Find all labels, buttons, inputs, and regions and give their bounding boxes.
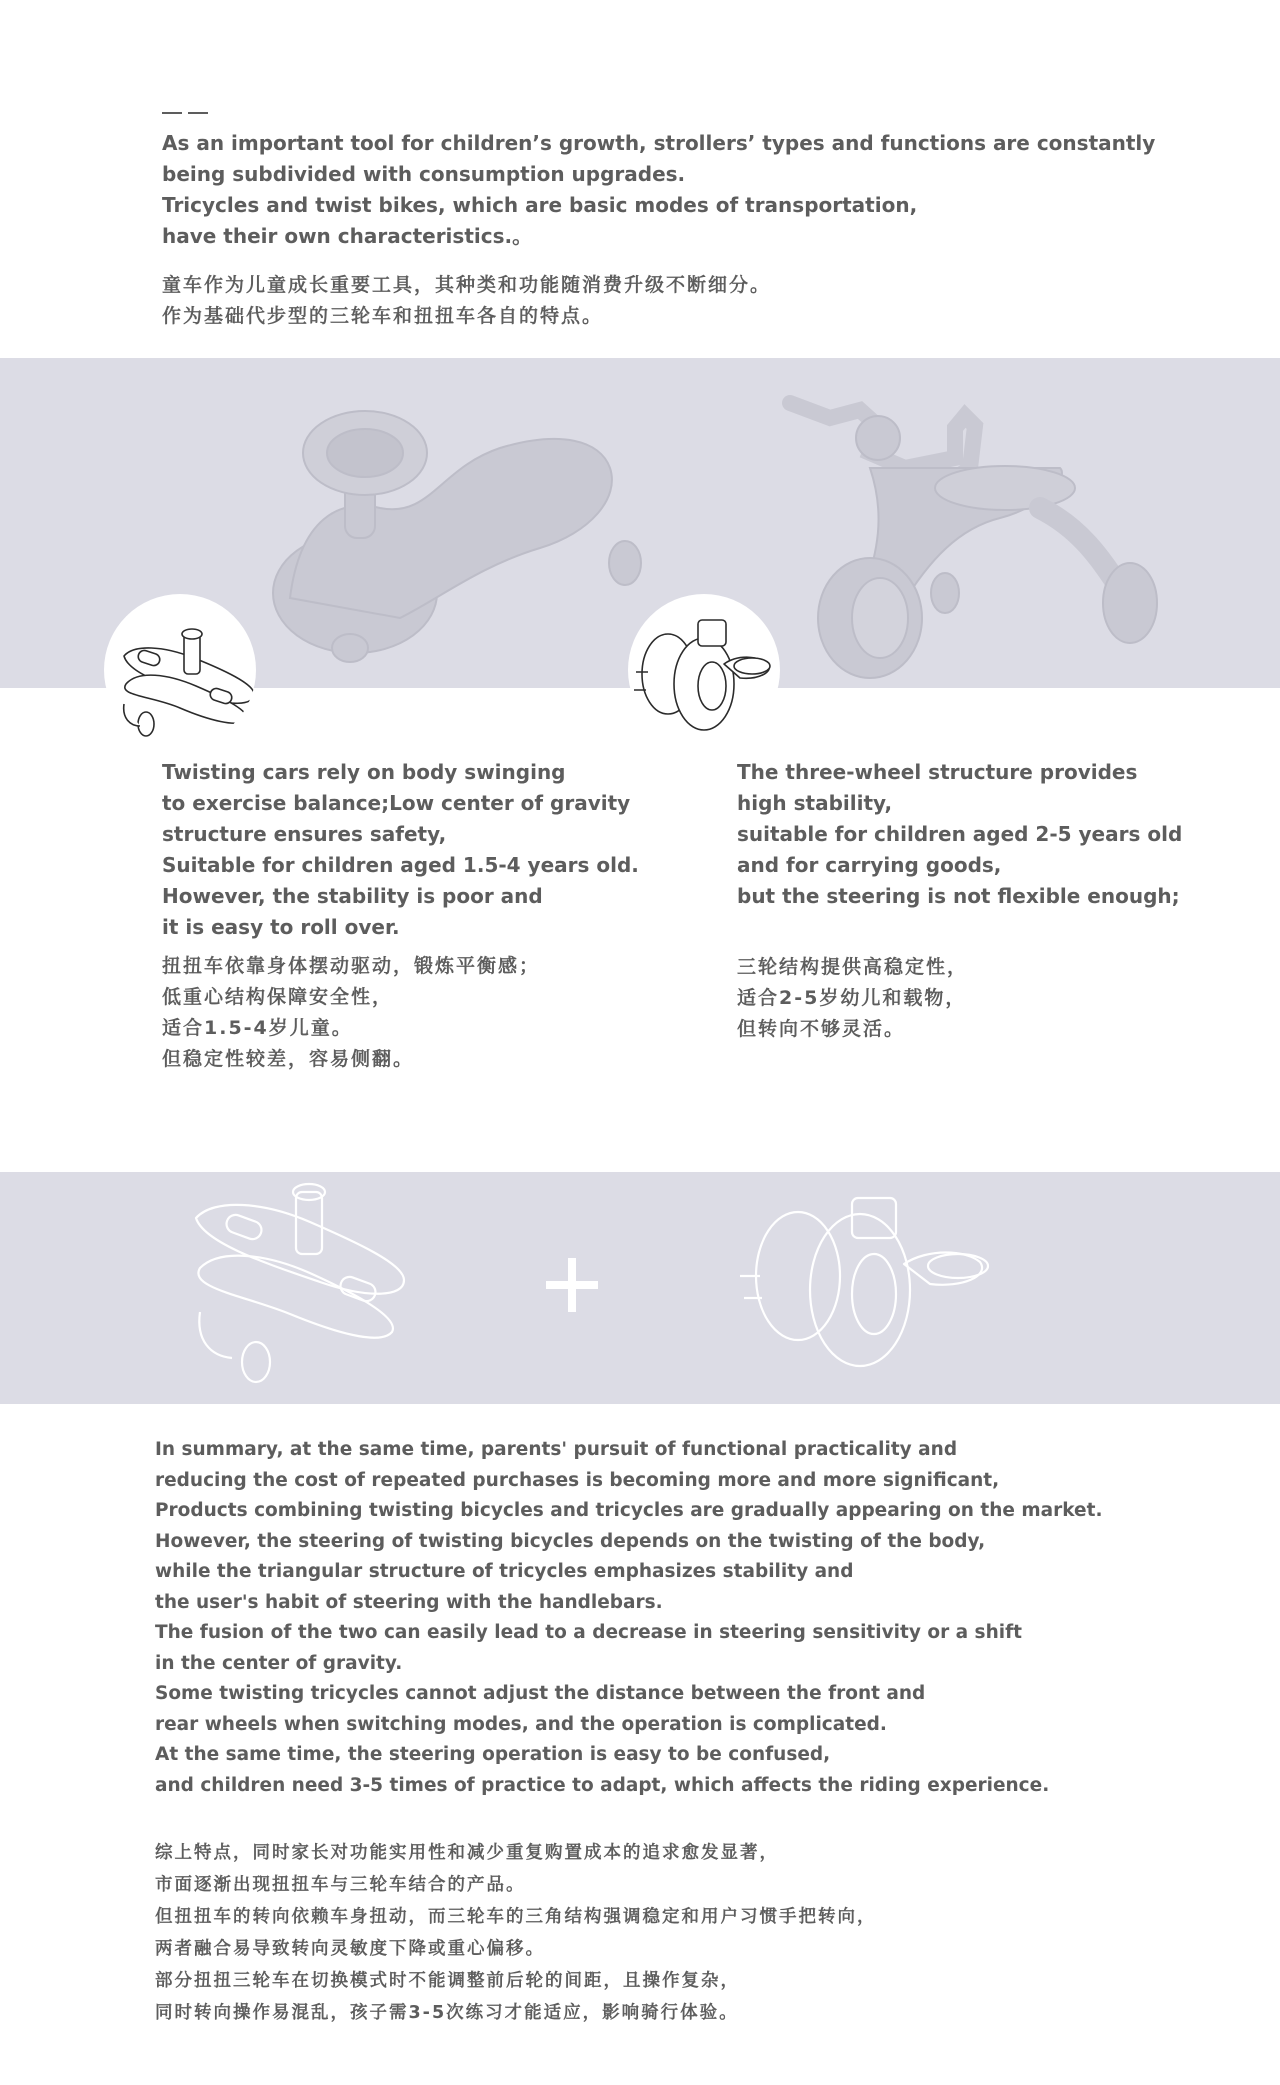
intro-en-line: Tricycles and twist bikes, which are basic modes of transportation,: [162, 193, 918, 217]
tricycle-silhouette-icon: [790, 403, 1157, 678]
tricycle-en-line: high stability,: [737, 791, 893, 815]
product-showcase-band: [0, 358, 1280, 688]
tricycle-en-line: and for carrying goods,: [737, 853, 1002, 877]
twist-en-line: structure ensures safety,: [162, 822, 447, 846]
twist-seat-closeup: [104, 594, 256, 746]
summary-en-line: Products combining twisting bicycles and tricycles are gradually appearing on the market.: [155, 1500, 1103, 1521]
twist-en-line: However, the stability is poor and: [162, 884, 543, 908]
twist-car-english-text: [162, 757, 639, 943]
combination-band: [0, 1172, 1280, 1404]
summary-zh-line: 但扭扭车的转向依赖车身扭动，而三轮车的三角结构强调稳定和用户习惯手把转向，: [155, 1907, 877, 1927]
tricycle-en-line: The three-wheel structure provides: [737, 760, 1138, 784]
tricycle-zh-line: 三轮结构提供高稳定性，: [737, 956, 969, 978]
summary-zh-line: 同时转向操作易混乱，孩子需3-5次练习才能适应，影响骑行体验。: [155, 2003, 739, 2023]
summary-en-line: At the same time, the steering operation is easy to be confused,: [155, 1744, 831, 1765]
summary-en-line: However, the steering of twisting bicycles depends on the twisting of the body,: [155, 1530, 986, 1552]
twist-zh-line: 适合1.5-4岁儿童。: [162, 1017, 353, 1039]
tricycle-wheel-closeup: [628, 594, 780, 746]
summary-zh-line: 市面逐渐出现扭扭车与三轮车结合的产品。: [155, 1875, 526, 1895]
summary-en-line: In summary, at the same time, parents' pursuit of functional practicality and: [155, 1439, 958, 1460]
tricycle-en-line: but the steering is not flexible enough;: [737, 884, 1180, 908]
summary-en-line: rear wheels when switching modes, and the operation is complicated.: [155, 1713, 887, 1735]
twist-en-line: Suitable for children aged 1.5-4 years old.: [162, 853, 639, 877]
summary-en-line: The fusion of the two can easily lead to a decrease in steering sensitivity or a shift: [155, 1622, 1022, 1643]
summary-en-line: in the center of gravity.: [155, 1652, 403, 1674]
tricycle-wheel-icon: [628, 594, 780, 746]
twist-car-chinese-text: [162, 951, 540, 1075]
intro-zh-line: 童车作为儿童成长重要工具，其种类和功能随消费升级不断细分。: [162, 274, 772, 296]
summary-en-line: the user's habit of steering with the handlebars.: [155, 1591, 663, 1613]
twist-en-line: Twisting cars rely on body swinging: [162, 760, 566, 784]
twist-car-silhouette-icon: [273, 411, 641, 662]
twist-en-line: it is easy to roll over.: [162, 915, 400, 939]
summary-en-line: and children need 3-5 times of practice to adapt, which affects the riding experience.: [155, 1774, 1050, 1796]
summary-english-text: [155, 1435, 1102, 1801]
twist-zh-line: 扭扭车依靠身体摆动驱动，锻炼平衡感；: [162, 955, 541, 977]
intro-en-line: As an important tool for children’s growth, strollers’ types and functions are constantly: [162, 131, 1156, 155]
intro-zh-line: 作为基础代步型的三轮车和扭扭车各自的特点。: [162, 305, 604, 327]
tricycle-wheel-outline-icon: [740, 1198, 988, 1366]
combination-illustration: [0, 1172, 1280, 1404]
tricycle-zh-line: 但转向不够灵活。: [737, 1018, 906, 1040]
summary-en-line: reducing the cost of repeated purchases is becoming more and more significant,: [155, 1469, 1000, 1491]
twist-car-seat-icon: [104, 594, 256, 746]
tricycle-english-text: [737, 757, 1182, 912]
intro-english-text: [162, 128, 1155, 252]
summary-en-line: while the triangular structure of tricycles emphasizes stability and: [155, 1561, 854, 1582]
decorative-dash: [162, 98, 214, 112]
tricycle-en-line: suitable for children aged 2-5 years old: [737, 822, 1183, 846]
twist-en-line: to exercise balance;Low center of gravity: [162, 791, 631, 815]
summary-chinese-text: [155, 1837, 877, 2029]
summary-zh-line: 部分扭扭三轮车在切换模式时不能调整前后轮的间距，且操作复杂，: [155, 1971, 740, 1991]
intro-chinese-text: [162, 270, 771, 332]
plus-sign: [546, 1258, 598, 1312]
summary-en-line: Some twisting tricycles cannot adjust the distance between the front and: [155, 1683, 926, 1704]
twist-zh-line: 低重心结构保障安全性，: [162, 986, 394, 1008]
tricycle-chinese-text: [737, 952, 968, 1045]
twist-car-seat-outline-icon: [196, 1184, 404, 1382]
intro-en-line: have their own characteristics.。: [162, 224, 533, 248]
intro-en-line: being subdivided with consumption upgrades.: [162, 162, 686, 186]
summary-zh-line: 两者融合易导致转向灵敏度下降或重心偏移。: [155, 1939, 545, 1959]
summary-zh-line: 综上特点，同时家长对功能实用性和减少重复购置成本的追求愈发显著，: [155, 1843, 779, 1863]
tricycle-zh-line: 适合2-5岁幼儿和载物，: [737, 987, 967, 1009]
twist-zh-line: 但稳定性较差，容易侧翻。: [162, 1048, 415, 1070]
